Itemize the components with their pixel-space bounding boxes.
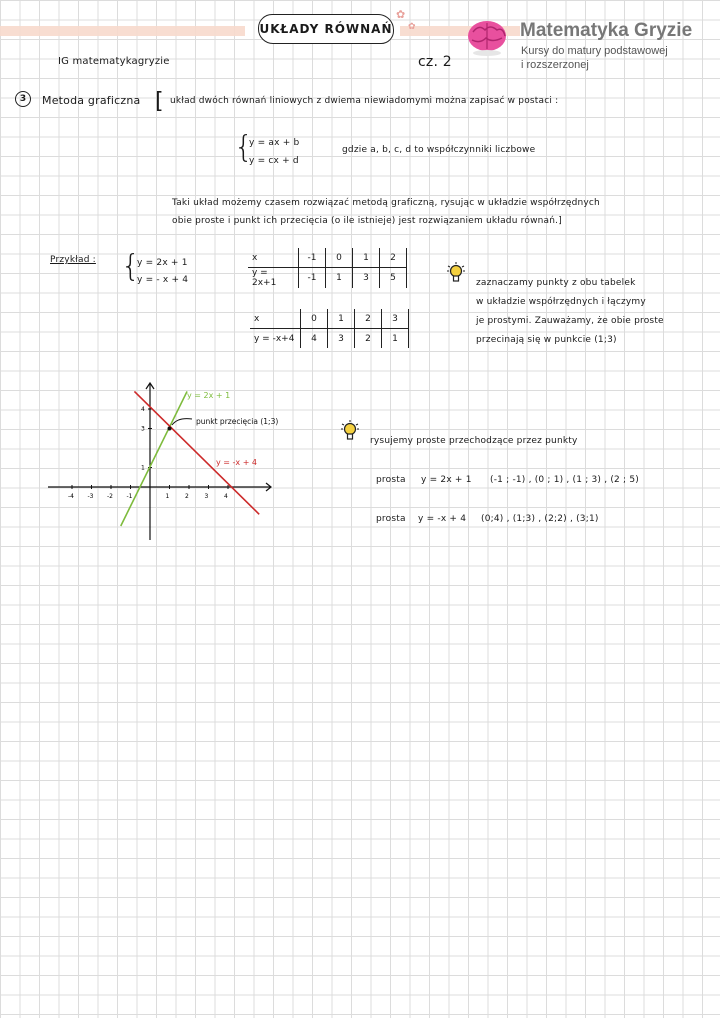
coefficients-note: gdzie a, b, c, d to współczynniki liczbowe xyxy=(342,145,536,155)
open-bracket: [ xyxy=(155,89,164,114)
y-tick-labels xyxy=(141,406,145,472)
x-tick-label: -4 xyxy=(68,493,74,500)
example-note-line2: w układzie współrzędnych i łączymy xyxy=(476,297,646,307)
system-equation-2: y = cx + d xyxy=(249,156,299,166)
table-cell: 1 xyxy=(382,329,409,349)
intersection-point xyxy=(168,427,172,431)
instagram-handle: IG matematykagryzie xyxy=(58,56,170,67)
points-row2-equation: y = -x + 4 xyxy=(418,514,467,524)
y-tick-label: 3 xyxy=(141,425,145,433)
table-cell: 2 xyxy=(355,329,382,349)
table-row xyxy=(250,329,409,349)
coordinate-graph xyxy=(40,378,280,548)
section-heading: Metoda graficzna xyxy=(42,94,141,107)
line2-label: y = -x + 4 xyxy=(216,458,258,467)
brain-icon xyxy=(465,18,509,58)
example-equation-1: y = 2x + 1 xyxy=(137,258,188,268)
title-doodle-2: ✿ xyxy=(408,22,416,32)
points-row1-label: prosta xyxy=(376,475,406,485)
x-tick-label: -3 xyxy=(87,493,94,500)
part-number: cz. 2 xyxy=(418,54,452,70)
brand-name: Matematyka Gryzie xyxy=(520,20,693,41)
points-row1-points: (-1 ; -1) , (0 ; 1) , (1 ; 3) , (2 ; 5) xyxy=(490,475,639,485)
points-row1-equation: y = 2x + 1 xyxy=(421,475,472,485)
example-note xyxy=(476,274,664,350)
x-tick-label: 3 xyxy=(204,493,209,500)
x-tick-labels xyxy=(68,493,228,500)
value-table-1 xyxy=(248,248,407,288)
table-cell: -1 xyxy=(299,268,326,289)
intersection-label: punkt przecięcia (1;3) xyxy=(196,417,279,426)
section-number: 3 xyxy=(15,91,31,107)
lightbulb-icon-2 xyxy=(340,420,360,444)
table-cell: 3 xyxy=(382,309,409,329)
example-equation-2: y = - x + 4 xyxy=(137,275,189,285)
table-cell: 2 xyxy=(355,309,382,329)
x-tick-label: 2 xyxy=(185,493,189,500)
example-note-line4: przecinają się w punkcie (1;3) xyxy=(476,335,617,345)
system-brace: { xyxy=(234,130,254,165)
method-explanation-line2: obie proste i punkt ich przecięcia (o ile istnieje) jest rozwiązaniem układu równań.] xyxy=(172,216,562,226)
x-tick-label: 4 xyxy=(224,493,228,500)
method-explanation-line1: Taki układ możemy czasem rozwiązać metodą graficzną, rysując w układzie współrzędnych xyxy=(172,198,600,208)
header-band-left xyxy=(0,26,245,36)
table-row xyxy=(248,268,407,289)
table-cell: y = 2x+1 xyxy=(248,268,299,289)
y-tick-label: 1 xyxy=(141,464,145,472)
lightbulb-icon xyxy=(446,262,466,286)
intersection-pointer xyxy=(172,419,192,425)
system-equation-1: y = ax + b xyxy=(249,138,300,148)
table-cell: 3 xyxy=(353,268,380,289)
table-cell: 1 xyxy=(326,268,353,289)
points-heading: rysujemy proste przechodzące przez punkty xyxy=(370,436,578,446)
table-cell: 5 xyxy=(380,268,407,289)
x-tick-label: 1 xyxy=(165,493,170,500)
line-y-minus-x-plus-4 xyxy=(134,391,259,514)
table-cell: 3 xyxy=(328,329,355,349)
x-tick-label: -2 xyxy=(107,493,113,500)
table-cell: 1 xyxy=(353,248,380,268)
brand-subtitle-line2: i rozszerzonej xyxy=(521,59,589,71)
points-row2-points: (0;4) , (1;3) , (2;2) , (3;1) xyxy=(481,514,599,524)
table-cell: 2 xyxy=(380,248,407,268)
value-table-2 xyxy=(250,309,409,348)
table-cell: x xyxy=(248,248,299,268)
y-tick-label: 4 xyxy=(141,406,145,413)
table-row xyxy=(248,248,407,268)
table-cell: x xyxy=(250,309,301,329)
brand-subtitle xyxy=(521,44,711,72)
table-cell: 0 xyxy=(326,248,353,268)
brand-subtitle-line1: Kursy do matury podstawowej xyxy=(521,45,668,57)
example-brace: { xyxy=(121,249,141,284)
section-intro: układ dwóch równań liniowych z dwiema niewiadomymi można zapisać w postaci : xyxy=(170,96,559,106)
table-cell: 1 xyxy=(328,309,355,329)
page-title: UKŁADY RÓWNAŃ xyxy=(258,14,394,44)
table-cell: 4 xyxy=(301,329,328,349)
title-doodle: ✿ xyxy=(396,8,406,21)
x-tick-label: -1 xyxy=(126,493,133,500)
example-note-line3: je prostymi. Zauważamy, że obie proste xyxy=(476,316,664,326)
example-note-line1: zaznaczamy punkty z obu tabelek xyxy=(476,278,636,288)
table-row xyxy=(250,309,409,329)
example-label: Przykład : xyxy=(50,255,96,265)
table-cell: 0 xyxy=(301,309,328,329)
table-cell: y = -x+4 xyxy=(250,329,301,349)
table-cell: -1 xyxy=(299,248,326,268)
points-row2-label: prosta xyxy=(376,514,406,524)
line1-label: y = 2x + 1 xyxy=(187,391,231,400)
